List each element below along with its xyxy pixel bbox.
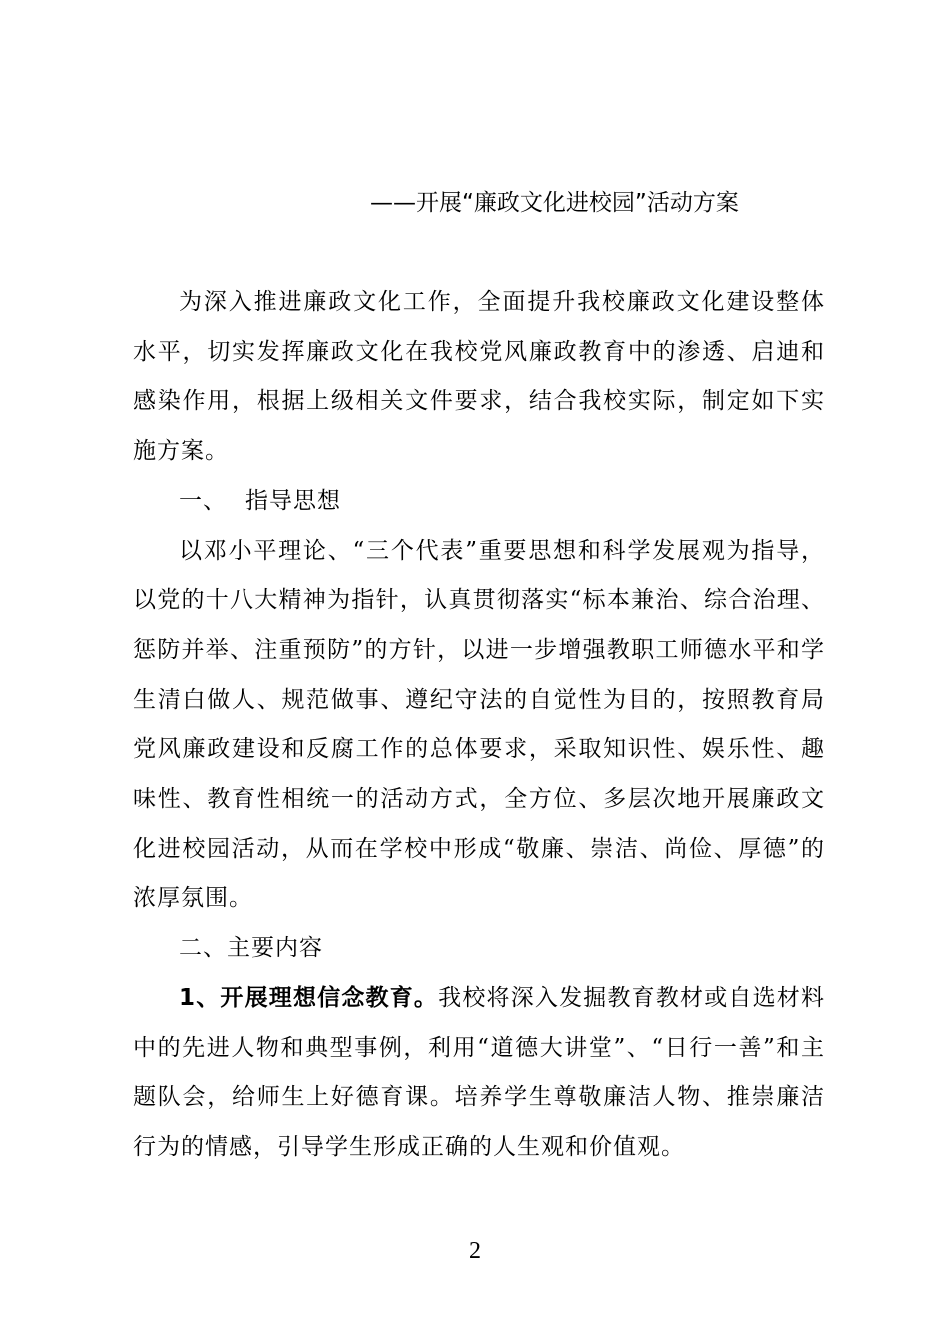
document-subtitle: ——开展“廉政文化进校园”活动方案 [370, 190, 739, 216]
section-1-paragraph: 以邓小平理论、“三个代表”重要思想和科学发展观为指导，以党的十八大精神为指针，认真贯彻落实“标本兼治、综合治理、惩防并举、注重预防”的方针，以进一步增强教职工师德水平和学生清白做人、规范做事、遵纪守法的自觉性为目的，按照教育局党风廉政建设和反腐工作的总体要求，采取知识性、娱乐性、趣味性、教育性相统一的活动方式，全方位、多层次地开展廉政文化进校园活动，从而在学校中形成“敬廉、崇洁、尚俭、厚德”的浓厚氛围。 [133, 537, 825, 912]
section-2-item-1-paragraph [133, 974, 825, 1173]
item-1-lead: 1、开展理想信念教育。 [179, 984, 439, 1011]
intro-paragraph: 为深入推进廉政文化工作，全面提升我校廉政文化建设整体水平，切实发挥廉政文化在我校党风廉政教育中的渗透、启迪和感染作用，根据上级相关文件要求，结合我校实际，制定如下实施方案。 [133, 289, 825, 465]
item-1-body: 我校将深入发掘教育教材或自选材料中的先进人物和典型事例，利用“道德大讲堂”、“日行一善”和主题队会，给师生上好德育课。培养学生尊敬廉洁人物、推崇廉洁行为的情感，引导学生形成正确的人生观和价值观。 [133, 984, 826, 1160]
page-number: 2 [469, 1238, 481, 1264]
section-1-heading [133, 477, 825, 527]
section-1-number: 一、 [179, 487, 227, 514]
document-body [133, 278, 825, 1173]
section-1-title: 指导思想 [245, 487, 341, 514]
section-2-heading: 二、主要内容 [179, 935, 323, 962]
